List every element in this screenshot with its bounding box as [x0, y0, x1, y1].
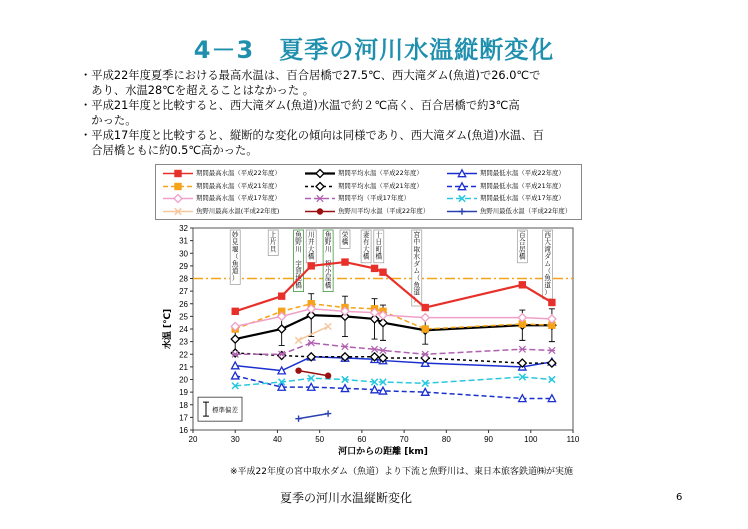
x-tick-label: 90: [484, 435, 494, 444]
station-label: 宮中取水ダム（魚道）: [413, 231, 421, 304]
station-label: 西大滝ダム（魚道）: [544, 231, 551, 297]
bullet-line: 合居橋ともに約0.5℃高かった。: [80, 144, 258, 157]
y-tick-label: 25: [179, 312, 188, 322]
y-tick-label: 30: [179, 249, 188, 259]
page-title: 4－3 夏季の河川水温縦断変化: [193, 36, 555, 64]
data-point: [278, 293, 284, 299]
y-tick-label: 21: [179, 362, 188, 372]
data-point: [308, 263, 314, 269]
legend-label: 期間平均水温（平成21年度）: [338, 181, 423, 190]
legend-swatch: [304, 206, 336, 217]
y-tick-label: 24: [179, 325, 188, 334]
legend-label: 魚野川最低水温（平成22年度）: [480, 206, 572, 215]
x-tick-label: 110: [566, 435, 580, 444]
x-tick-label: 60: [357, 435, 367, 444]
y-tick-label: 28: [179, 274, 188, 284]
station-label: 川井大橋: [307, 231, 315, 261]
legend-swatch: [304, 181, 336, 192]
std-dev-label: 標準偏差: [212, 406, 238, 415]
legend-marker: [316, 170, 324, 178]
x-tick-label: 40: [272, 435, 282, 444]
bullet-line: かった。: [80, 114, 137, 127]
y-axis-label: 水温 [℃]: [163, 308, 173, 350]
y-tick-label: 17: [179, 413, 188, 423]
temperature-chart: [160, 218, 588, 462]
y-tick-label: 29: [179, 261, 188, 271]
x-tick-label: 80: [441, 435, 451, 444]
y-tick-label: 32: [179, 224, 188, 233]
chart-legend: [155, 164, 582, 220]
footnote: ※平成22年度の宮中取水ダム（魚道）より下流と魚野川は、東日本旅客鉄道㈱が実施: [230, 467, 573, 477]
legend-label: 期間最高水温（平成17年度）: [196, 194, 281, 202]
legend-marker: [317, 195, 323, 201]
legend-swatch: [446, 206, 478, 217]
legend-swatch: [162, 168, 194, 179]
legend-swatch: [446, 168, 478, 179]
std-dev-legend: [198, 397, 242, 421]
legend-label: 期間最高水温（平成21年度）: [196, 181, 281, 190]
legend-label: 期間最低水温（平成21年度）: [480, 181, 565, 190]
legend-label: 期間平均（平成17年度）: [338, 194, 411, 202]
station-label: 百合居橋: [519, 231, 526, 261]
station-label: 栄橋: [341, 231, 349, 247]
station-label: 魚野川 根小屋橋: [324, 231, 332, 290]
data-point: [342, 259, 348, 265]
data-point: [422, 326, 428, 332]
bullet-line: ・平成22年度夏季における最高水温は、百合居橋で27.5℃、西大滝ダム(魚道)で26.0℃で: [80, 69, 541, 82]
legend-swatch: [304, 193, 336, 204]
legend-label: 魚野川平均水温（平成22年度）: [338, 206, 430, 215]
y-tick-label: 26: [179, 299, 188, 309]
y-tick-label: 18: [179, 400, 188, 410]
legend-swatch: [162, 193, 194, 204]
legend-label: 魚野川最高水温(平成22年度): [196, 206, 280, 215]
legend-label: 期間最低水温（平成22年度）: [480, 169, 565, 177]
legend-swatch: [162, 206, 194, 217]
data-point: [371, 265, 377, 271]
legend-swatch: [446, 181, 478, 192]
data-point: [232, 308, 238, 314]
bullet-line: ・平成17年度と比較すると、縦断的な変化の傾向は同様であり、西大滝ダム(魚道)水温、百: [80, 129, 544, 142]
y-tick-label: 23: [179, 337, 188, 347]
data-point: [422, 304, 428, 310]
y-tick-label: 22: [179, 350, 188, 360]
legend-swatch: [304, 168, 336, 179]
footer-title: 夏季の河川水温縦断変化: [280, 491, 413, 505]
x-tick-label: 100: [524, 435, 538, 444]
station-label: 妻有大橋: [362, 231, 370, 261]
data-point: [549, 299, 555, 305]
station-label: 魚野川 宇賀地橋: [295, 231, 302, 290]
y-tick-label: 20: [179, 375, 188, 385]
summary-bullets: [80, 68, 680, 158]
x-tick-label: 30: [230, 435, 240, 444]
y-tick-label: 16: [179, 426, 188, 435]
legend-marker: [316, 182, 324, 190]
legend-marker: [175, 183, 181, 189]
legend-label: 期間最高水温（平成22年度）: [196, 169, 281, 177]
bullet-line: ・平成21年度と比較すると、西大滝ダム(魚道)水温で約２℃高く、百合居橋で約3℃高: [80, 99, 520, 112]
x-tick-label: 70: [399, 435, 409, 444]
legend-marker: [174, 195, 182, 203]
station-label: 上片貝: [269, 231, 277, 254]
x-axis-label: 河口からの距離 [km]: [338, 447, 428, 457]
data-point: [295, 367, 301, 373]
y-tick-label: 19: [179, 388, 188, 398]
x-tick-label: 20: [188, 435, 198, 444]
x-tick-label: 50: [315, 435, 325, 444]
legend-swatch: [162, 181, 194, 192]
legend-marker: [459, 208, 465, 214]
legend-label: 期間平均水温（平成22年度）: [338, 169, 423, 177]
legend-swatch: [446, 193, 478, 204]
data-point: [380, 269, 386, 275]
legend-label: 期間最低水温（平成17年度）: [480, 194, 565, 202]
legend-marker: [175, 170, 181, 176]
station-label: 十日町橋: [375, 231, 383, 261]
y-tick-label: 27: [179, 287, 188, 297]
page-number: 6: [676, 492, 683, 503]
legend-marker: [317, 208, 323, 214]
station-label: 妙見堰（魚道）: [231, 231, 239, 283]
data-point: [325, 373, 331, 379]
y-tick-label: 31: [179, 236, 188, 246]
bullet-line: あり、水温28℃を超えることはなかった 。: [80, 84, 314, 97]
data-point: [519, 282, 525, 288]
